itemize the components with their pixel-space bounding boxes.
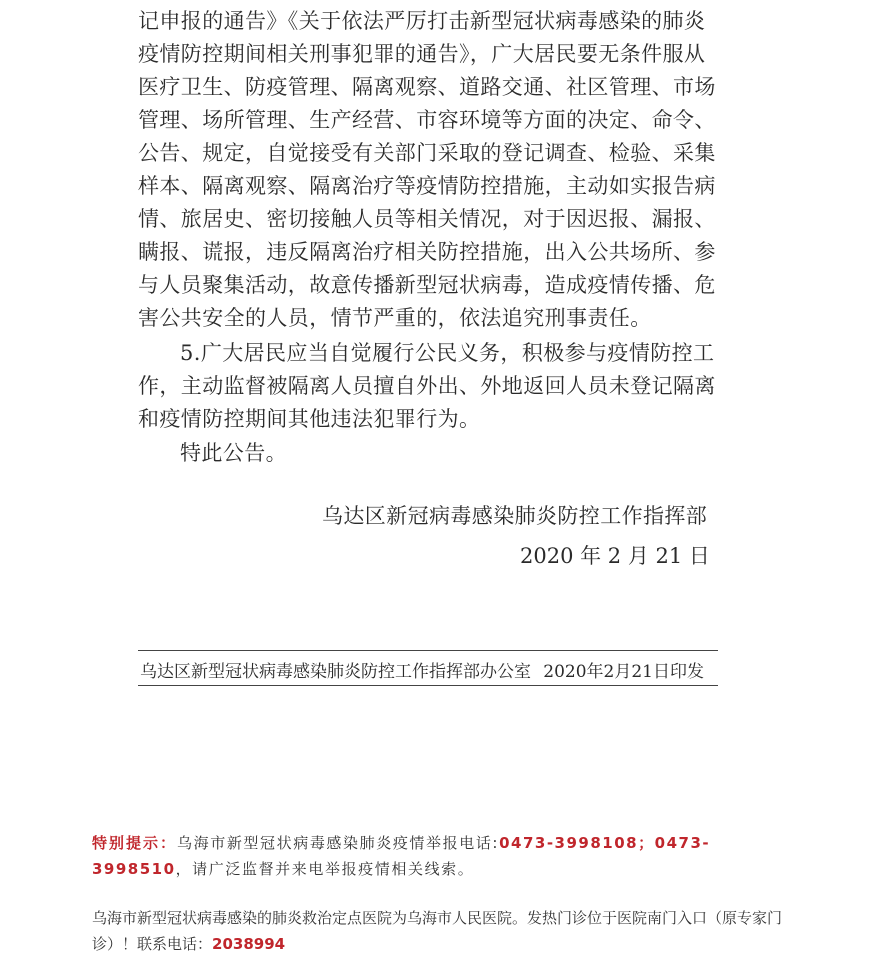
hospital-phone: 2038994 — [212, 935, 286, 953]
hotline-phone-2: 0473-3998510 — [92, 834, 711, 878]
notice-text: 乌海市新型冠状病毒感染肺炎疫情举报电话: — [177, 834, 500, 852]
signature-org: 乌达区新冠病毒感染肺炎防控工作指挥部 — [322, 504, 708, 528]
notice-suffix: ，请广泛监督并来电举报疫情相关线索。 — [175, 860, 475, 878]
document-line: 记申报的通告》《关于依法严厉打击新型冠状病毒感染的肺炎 — [138, 9, 706, 33]
notice-label: 特别提示： — [92, 834, 178, 852]
issue-rule-bottom — [138, 685, 718, 686]
phone-separator: ； — [638, 834, 655, 852]
issuer: 乌达区新型冠状病毒感染肺炎防控工作指挥部办公室 — [140, 662, 531, 682]
hotline-phone-1: 0473-3998108 — [499, 834, 639, 852]
document-line: 和疫情防控期间其他违法犯罪行为。 — [138, 407, 481, 431]
document-line: 作，主动监督被隔离人员擅自外出、外地返回人员未登记隔离 — [138, 374, 716, 398]
document-line: 公告、规定，自觉接受有关部门采取的登记调查、检验、采集 — [138, 141, 716, 165]
document-line: 疫情防控期间相关刑事犯罪的通告》，广大居民要无条件服从 — [138, 42, 706, 66]
hospital-notice-text: 乌海市新型冠状病毒感染的肺炎救治定点医院为乌海市人民医院。发热门诊位于医院南门入口（原专家门诊）！联系电话： — [92, 909, 783, 953]
document-line: 与人员聚集活动，故意传播新型冠状病毒，造成疫情传播、危 — [138, 273, 716, 297]
issue-date: 2020年2月21日印发 — [543, 662, 704, 682]
document-line: 管理、场所管理、生产经营、市容环境等方面的决定、命令、 — [138, 108, 716, 132]
document-line: 特此公告。 — [180, 441, 287, 465]
document-line: 医疗卫生、防疫管理、隔离观察、道路交通、社区管理、市场 — [138, 75, 716, 99]
document-line: 5.广大居民应当自觉履行公民义务，积极参与疫情防控工 — [180, 341, 715, 365]
document-line: 样本、隔离观察、隔离治疗等疫情防控措施，主动如实报告病 — [138, 174, 716, 198]
document-line: 害公共安全的人员，情节严重的，依法追究刑事责任。 — [138, 306, 652, 330]
document-line: 情、旅居史、密切接触人员等相关情况，对于因迟报、漏报、 — [138, 207, 716, 231]
signature-date: 2020 年 2 月 21 日 — [520, 544, 710, 568]
issue-rule-top — [138, 650, 718, 651]
document-line: 瞒报、谎报，违反隔离治疗相关防控措施，出入公共场所、参 — [138, 240, 716, 264]
hospital-notice — [92, 905, 792, 957]
hotline-notice — [92, 830, 772, 882]
